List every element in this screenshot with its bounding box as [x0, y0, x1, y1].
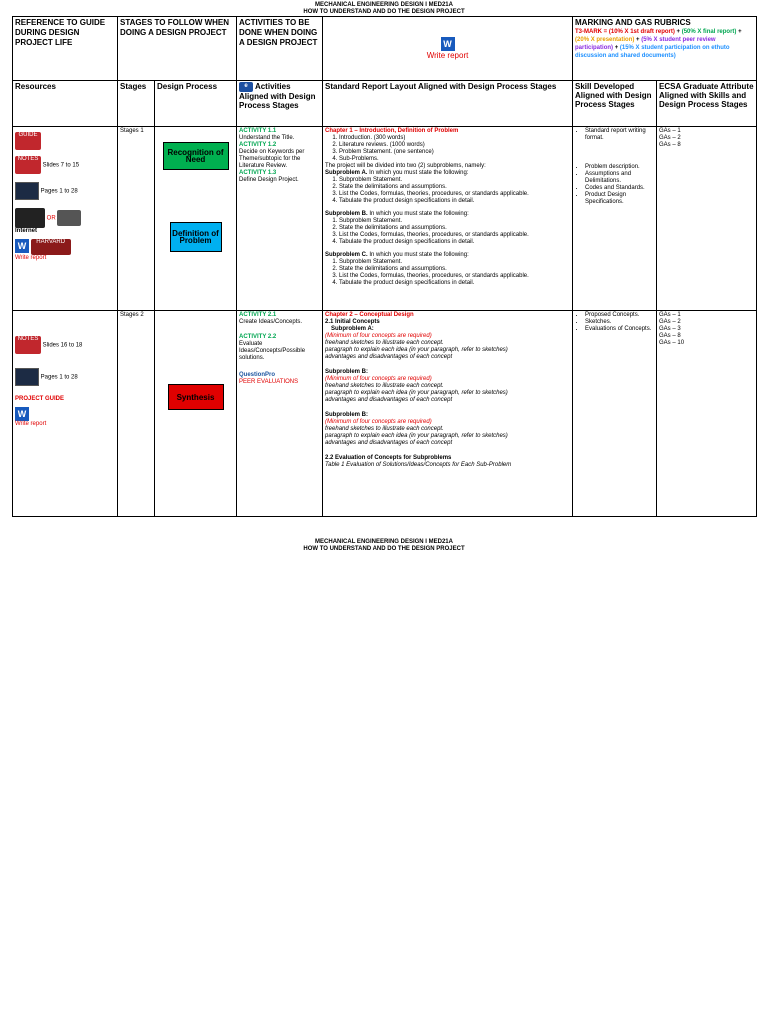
- stage1-label: Stages 1: [118, 127, 155, 311]
- ga-item: GAs – 1: [659, 128, 681, 134]
- subproblem-a: Subproblem A.: [325, 170, 368, 176]
- design-table-page-1: [12, 16, 757, 517]
- project-guide-icon: GUIDE: [15, 132, 41, 150]
- adv-text: advantages and disadvantages of each concept: [325, 440, 453, 446]
- stage1-activities: [237, 127, 323, 311]
- adv-text: advantages and disadvantages of each concept: [325, 397, 453, 403]
- evaluation-heading: 2.2 Evaluation of Concepts for Subproblems: [325, 455, 452, 461]
- stage2-label: Stages 2: [118, 311, 155, 517]
- ref-header: REFERENCE TO GUIDE DURING DESIGN PROJECT LIFE: [13, 17, 118, 81]
- list-item: 1. Subproblem Statement.: [339, 259, 570, 266]
- m1: (10% X 1st draft report): [608, 29, 675, 35]
- write-report-label: Write report: [426, 50, 469, 60]
- lecture-notes-icon: NOTES: [15, 156, 41, 174]
- stage2-skills: [573, 311, 657, 517]
- lecture-notes-icon: NOTES: [15, 336, 41, 354]
- ga-item: GAs – 2: [659, 135, 681, 141]
- ga-item: GAs – 8: [659, 333, 681, 339]
- subproblem-a-text: In which you must state the following:: [369, 170, 469, 176]
- ga-item: GAs – 8: [659, 142, 681, 148]
- list-item: 3. Problem Statement. (one sentence): [339, 149, 570, 156]
- m3: (20% X presentation): [575, 37, 635, 43]
- stages-header: STAGES TO FOLLOW WHEN DOING A DESIGN PROJECT: [118, 17, 237, 81]
- skill-header: Skill Developed Aligned with Design Process Stages: [573, 81, 657, 127]
- list-item: 2. State the delimitations and assumptions.: [339, 225, 570, 232]
- activity-1-2-text: Decide on Keywords per Theme/subtopic for the Literature Review.: [239, 149, 305, 169]
- activity-2-2: ACTIVITY 2.2: [239, 334, 277, 340]
- ecsa-header: ECSA Graduate Attribute Aligned with Skills and Design Process Stages: [657, 81, 757, 127]
- word-icon: W: [15, 239, 29, 253]
- process-header: Design Process: [155, 81, 237, 127]
- stage1-resources: GUIDE NOTES Slides 7 to 15 Pages 1 to 28 OR Internet W HARVARD Write report: [13, 127, 118, 311]
- peer-evaluations: PEER EVALUATIONS: [239, 379, 299, 385]
- book-thumbnail: [15, 182, 39, 200]
- title-line-1: MECHANICAL ENGINEERING DESIGN I MED21A: [315, 539, 453, 545]
- laptop-icon: [57, 210, 81, 226]
- layout-header: Standard Report Layout Aligned with Design Process Stages: [323, 81, 573, 127]
- activities-col-header: e Activities Aligned with Design Process Stages: [237, 81, 323, 127]
- list-item: 2. State the delimitations and assumptions.: [339, 266, 570, 273]
- subproblem-b-3: Subproblem B:: [325, 412, 369, 418]
- write-report-res-2: Write report: [15, 421, 47, 427]
- write-report-res: Write report: [15, 255, 47, 262]
- subproblem-c: Subproblem C.: [325, 252, 368, 258]
- list-item: • Standard report writing format.: [585, 128, 654, 142]
- doc-title-page-2: [0, 537, 768, 553]
- write-report-header: [323, 17, 573, 81]
- m2: (50% X final report): [681, 29, 737, 35]
- min-concepts: (Minimum of four concepts are required): [325, 419, 432, 425]
- computer-icon: [15, 208, 45, 228]
- t3-mark: T3-MARK =: [575, 29, 608, 35]
- resources-header: Resources: [13, 81, 118, 127]
- list-item: 4. Sub-Problems.: [339, 156, 570, 163]
- list-item: 3. List the Codes, formulas, theories, procedures, or standards applicable.: [339, 191, 570, 198]
- slides-7-15: Slides 7 to 15: [42, 162, 80, 169]
- subproblem-b-2: Subproblem B:: [325, 369, 369, 375]
- ga-item: GAs – 2: [659, 319, 681, 325]
- freehand-text: freehand sketches to illustrate each concept.: [325, 340, 444, 346]
- list-item: 3. List the Codes, formulas, theories, procedures, or standards applicable.: [339, 232, 570, 239]
- subproblem-b: Subproblem B.: [325, 211, 368, 217]
- stage2-activities: [237, 311, 323, 517]
- table-caption: Table 1 Evaluation of Solutions/Ideas/Concepts for Each Sub-Problem: [325, 462, 512, 468]
- min-concepts: (Minimum of four concepts are required): [325, 376, 432, 382]
- subproblem-intro: The project will be divided into two (2) subproblems, namely:: [325, 163, 486, 169]
- freehand-text: freehand sketches to illustrate each concept.: [325, 426, 444, 432]
- activity-2-1-text: Create Ideas/Concepts.: [239, 319, 303, 325]
- ga-item: GAs – 1: [659, 312, 681, 318]
- activity-2-2-text: Evaluate Ideas/Concepts/Possible solutions.: [239, 341, 306, 361]
- activity-1-1-text: Understand the Title.: [239, 135, 295, 141]
- paragraph-text: paragraph to explain each idea (in your paragraph, refer to sketches): [325, 347, 508, 353]
- paragraph-text: paragraph to explain each idea (in your paragraph, refer to sketches): [325, 433, 508, 439]
- stage1-layout: [323, 127, 573, 311]
- word-icon: W: [441, 37, 455, 51]
- stages-col-header: Stages: [118, 81, 155, 127]
- freehand-text: freehand sketches to illustrate each concept.: [325, 383, 444, 389]
- list-item: 2. Literature reviews. (1000 words): [339, 142, 570, 149]
- list-item: • Product Design Specifications.: [585, 192, 654, 206]
- activity-1-1: ACTIVITY 1.1: [239, 128, 277, 134]
- activities-col-label: Activities Aligned with Design Process Stages: [239, 82, 316, 110]
- min-concepts: (Minimum of four concepts are required): [325, 333, 432, 339]
- subproblem-b-text: In which you must state the following:: [369, 211, 469, 217]
- list-item: 1. Introduction. (300 words): [339, 135, 570, 142]
- slides-16-18: Slides 16 to 18: [42, 342, 83, 349]
- definition-of-problem-box: Definition of Problem: [170, 222, 222, 252]
- list-item: • Sketches.: [585, 319, 654, 326]
- stage1-process: [155, 127, 237, 311]
- list-item: • Evaluations of Concepts.: [585, 326, 654, 333]
- marking-rubric: MARKING AND GAS RUBRICS T3-MARK = (10% X 1st draft report) + (50% X final report) + (20% X presentation) + (5% X student peer review participation) + (15% X student participation on ethuto discussion and shared documents): [573, 17, 757, 81]
- list-item: 4. Tabulate the product design specifications in detail.: [339, 198, 570, 205]
- stage2-process: [155, 311, 237, 517]
- harvard-icon: HARVARD: [31, 239, 71, 255]
- marking-title: MARKING AND GAS RUBRICS: [575, 18, 691, 27]
- adv-text: advantages and disadvantages of each concept: [325, 354, 453, 360]
- ga-item: GAs – 10: [659, 340, 685, 346]
- pages-1-28-stage2: Pages 1 to 28: [40, 374, 78, 381]
- project-guide-label: PROJECT GUIDE: [15, 396, 65, 402]
- title-line-2: HOW TO UNDERSTAND AND DO THE DESIGN PROJECT: [303, 546, 465, 552]
- stage2-resources: [13, 311, 118, 517]
- paragraph-text: paragraph to explain each idea (in your paragraph, refer to sketches): [325, 390, 508, 396]
- book-thumbnail: [15, 368, 39, 386]
- list-item: 2. State the delimitations and assumptions.: [339, 184, 570, 191]
- stage1-skills: [573, 127, 657, 311]
- pages-1-28: Pages 1 to 28: [40, 188, 78, 195]
- activity-2-1: ACTIVITY 2.1: [239, 312, 277, 318]
- chapter-1-title: Chapter 1 – Introduction, Definition of Problem: [325, 128, 459, 134]
- title-line-1: MECHANICAL ENGINEERING DESIGN I MED21A: [315, 2, 453, 8]
- activity-1-3: ACTIVITY 1.3: [239, 170, 277, 176]
- activity-1-3-text: Define Design Project.: [239, 177, 299, 183]
- word-icon: W: [15, 407, 29, 421]
- ga-item: GAs – 3: [659, 326, 681, 332]
- stage2-gas: [657, 311, 757, 517]
- m4: (5% X student peer review participation): [575, 37, 716, 51]
- list-item: 1. Subproblem Statement.: [339, 218, 570, 225]
- list-item: • Assumptions and Delimitations.: [585, 171, 654, 185]
- initial-concepts: 2.1 Initial Concepts: [325, 319, 380, 325]
- subproblem-c-text: In which you must state the following:: [369, 252, 469, 258]
- doc-title: [0, 0, 768, 16]
- chapter-2-title: Chapter 2 – Conceptual Design: [325, 312, 414, 318]
- recognition-of-need-box: Recognition of Need: [163, 142, 229, 170]
- list-item: • Codes and Standards.: [585, 185, 654, 192]
- m5: (15% X student participation on ethuto discussion and shared documents): [575, 45, 730, 59]
- questionpro-label: QuestionPro: [239, 372, 276, 378]
- list-item: 1. Subproblem Statement.: [339, 177, 570, 184]
- activity-1-2: ACTIVITY 1.2: [239, 142, 277, 148]
- activities-header: ACTIVITIES TO BE DONE WHEN DOING A DESIGN PROJECT: [237, 17, 323, 81]
- list-item: • Problem description.: [585, 164, 654, 171]
- list-item: 4. Tabulate the product design specifications in detail.: [339, 239, 570, 246]
- subproblem-a-2: Subproblem A:: [331, 326, 374, 332]
- internet-label: Internet: [15, 228, 38, 234]
- list-item: 3. List the Codes, formulas, theories, procedures, or standards applicable.: [339, 273, 570, 280]
- stage2-layout: [323, 311, 573, 517]
- stage1-gas: [657, 127, 757, 311]
- title-line-2: HOW TO UNDERSTAND AND DO THE DESIGN PROJECT: [303, 9, 465, 15]
- list-item: 4. Tabulate the product design specifications in detail.: [339, 280, 570, 287]
- synthesis-box: Synthesis: [168, 384, 224, 410]
- list-item: • Proposed Concepts.: [585, 312, 654, 319]
